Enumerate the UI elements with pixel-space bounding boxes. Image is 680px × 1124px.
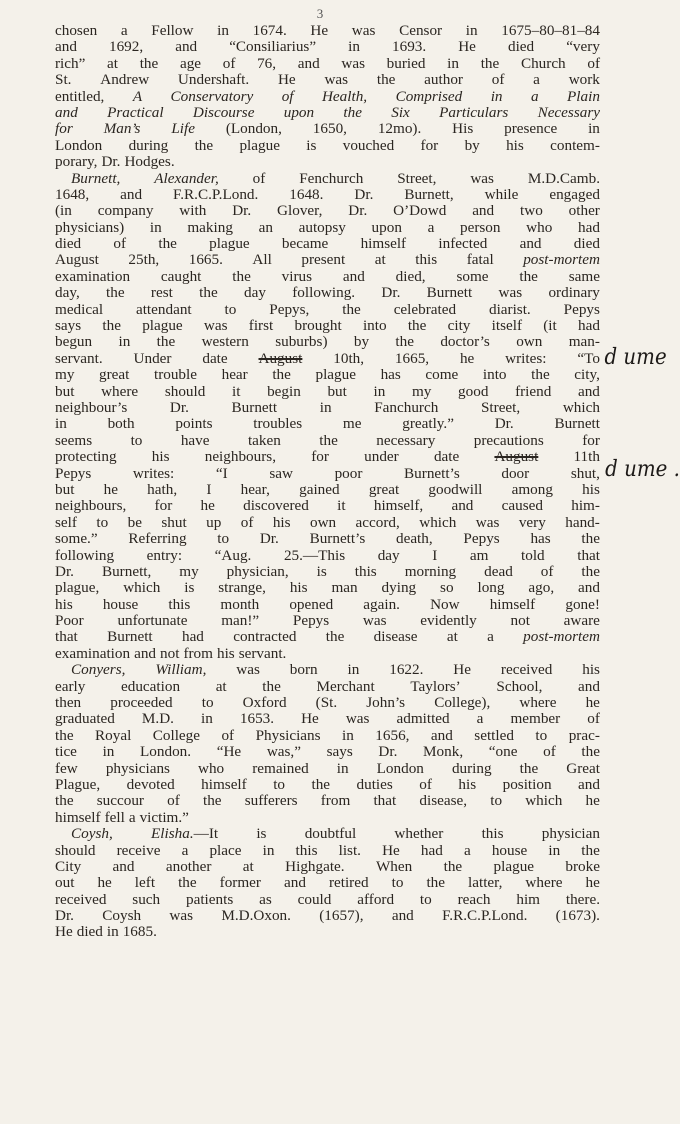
text-line: but where should it begin but in my good friend and bbox=[55, 382, 600, 400]
text-line: 1648, and F.R.C.P.Lond. 1648. Dr. Burnett, while engaged bbox=[55, 185, 600, 203]
text-line: received such patients as could afford to reach him there. bbox=[55, 890, 600, 908]
text-line: porary, Dr. Hodges. bbox=[55, 153, 175, 171]
text-line: that Burnett had contracted the disease at a post-mortem bbox=[55, 628, 600, 646]
text-line: himself fell a victim.” bbox=[55, 808, 189, 826]
page-number: 3 bbox=[316, 6, 324, 21]
text-line: plague, which is strange, his man dying so long ago, and bbox=[55, 579, 600, 597]
handwritten-margin-note: d ume . bbox=[605, 457, 680, 482]
text-line: begun in the western suburbs) by the doctor’s own man- bbox=[55, 333, 600, 351]
text-line: seems to have taken the necessary precautions for bbox=[55, 431, 600, 449]
text-line: examination caught the virus and died, some the same bbox=[55, 267, 600, 285]
text-line: the succour of the sufferers from that disease, to which he bbox=[55, 792, 600, 810]
text-line: died of the plague became himself infected and died bbox=[55, 235, 600, 253]
text-line: then proceeded to Oxford (St. John’s College), where he bbox=[55, 694, 600, 712]
text-line: his house this month opened again. Now himself gone! bbox=[55, 595, 600, 613]
text-line: Coysh, Elisha.—It is doubtful whether this physician bbox=[71, 825, 600, 843]
text-line: City and another at Highgate. When the plague broke bbox=[55, 857, 600, 875]
text-line: Poor unfortunate man!” Pepys was evidently not aware bbox=[55, 612, 600, 630]
text-line: should receive a place in this list. He had a house in the bbox=[55, 841, 600, 859]
text-line: in both points troubles me greatly.” Dr. Burnett bbox=[55, 415, 600, 433]
text-line: (in company with Dr. Glover, Dr. O’Dowd and two other bbox=[55, 202, 600, 220]
text-line: neighbour’s Dr. Burnett in Fanchurch Street, which bbox=[55, 398, 600, 416]
text-line: early education at the Merchant Taylors’ School, and bbox=[55, 677, 600, 695]
text-line: tice in London. “He was,” says Dr. Monk, “one of the bbox=[55, 743, 600, 761]
text-line: few physicians who remained in London during the Great bbox=[55, 759, 600, 777]
text-line: out he left the former and retired to the latter, where he bbox=[55, 874, 600, 892]
text-line: the Royal College of Physicians in 1656, and settled to prac- bbox=[55, 726, 600, 744]
text-line: for Man’s Life (London, 1650, 12mo). His presence in bbox=[55, 120, 600, 138]
text-line: my great trouble hear the plague has come into the city, bbox=[55, 366, 600, 384]
text-line: August 25th, 1665. All present at this fatal post-mortem bbox=[55, 251, 600, 269]
body-text bbox=[55, 23, 600, 941]
text-line: Dr. Burnett, my physician, is this morning dead of the bbox=[55, 562, 600, 580]
text-line: graduated M.D. in 1653. He was admitted a member of bbox=[55, 710, 600, 728]
text-line: Dr. Coysh was M.D.Oxon. (1657), and F.R.C.P.Lond. (1673). bbox=[55, 907, 600, 925]
text-line: rich” at the age of 76, and was buried in the Church of bbox=[55, 54, 600, 72]
text-line: London during the plague is vouched for by his contem- bbox=[55, 136, 600, 154]
text-line: entitled, A Conservatory of Health, Comprised in a Plain bbox=[55, 87, 600, 105]
text-line: chosen a Fellow in 1674. He was Censor in 1675–80–81–84 bbox=[55, 22, 600, 39]
text-line: Pepys writes: “I saw poor Burnett’s door shut, bbox=[55, 464, 600, 482]
text-line: examination and not from his servant. bbox=[55, 644, 287, 662]
text-line: day, the rest the day following. Dr. Burnett was ordinary bbox=[55, 284, 600, 302]
text-line: servant. Under date August 10th, 1665, he writes: “To bbox=[55, 349, 600, 367]
text-line: He died in 1685. bbox=[55, 923, 157, 941]
handwritten-margin-note: d ume bbox=[604, 345, 667, 370]
text-line: Plague, devoted himself to the duties of his position and bbox=[55, 775, 600, 793]
text-line: physicians) in making an autopsy upon a person who had bbox=[55, 218, 600, 236]
text-line: medical attendant to Pepys, the celebrated diarist. Pepys bbox=[55, 300, 600, 318]
text-line: protecting his neighbours, for under date August 11th bbox=[55, 448, 600, 466]
text-line: neighbours, for he discovered it himself, and caused him- bbox=[55, 497, 600, 515]
text-line: and 1692, and “Consiliarius” in 1693. He died “very bbox=[55, 38, 600, 56]
text-line: Burnett, Alexander, of Fenchurch Street, was M.D.Camb. bbox=[71, 169, 600, 187]
text-line: St. Andrew Undershaft. He was the author of a work bbox=[55, 71, 600, 89]
text-line: self to be shut up of his own accord, which was very hand- bbox=[55, 513, 600, 531]
text-line: says the plague was first brought into the city itself (it had bbox=[55, 317, 600, 335]
text-line: and Practical Discourse upon the Six Particulars Necessary bbox=[55, 103, 600, 121]
text-line: following entry: “Aug. 25.—This day I am told that bbox=[55, 546, 600, 564]
text-line: some.” Referring to Dr. Burnett’s death, Pepys has the bbox=[55, 530, 600, 548]
text-line: Conyers, William, was born in 1622. He received his bbox=[71, 661, 600, 679]
text-line: but he hath, I hear, gained great goodwill among his bbox=[55, 480, 600, 498]
